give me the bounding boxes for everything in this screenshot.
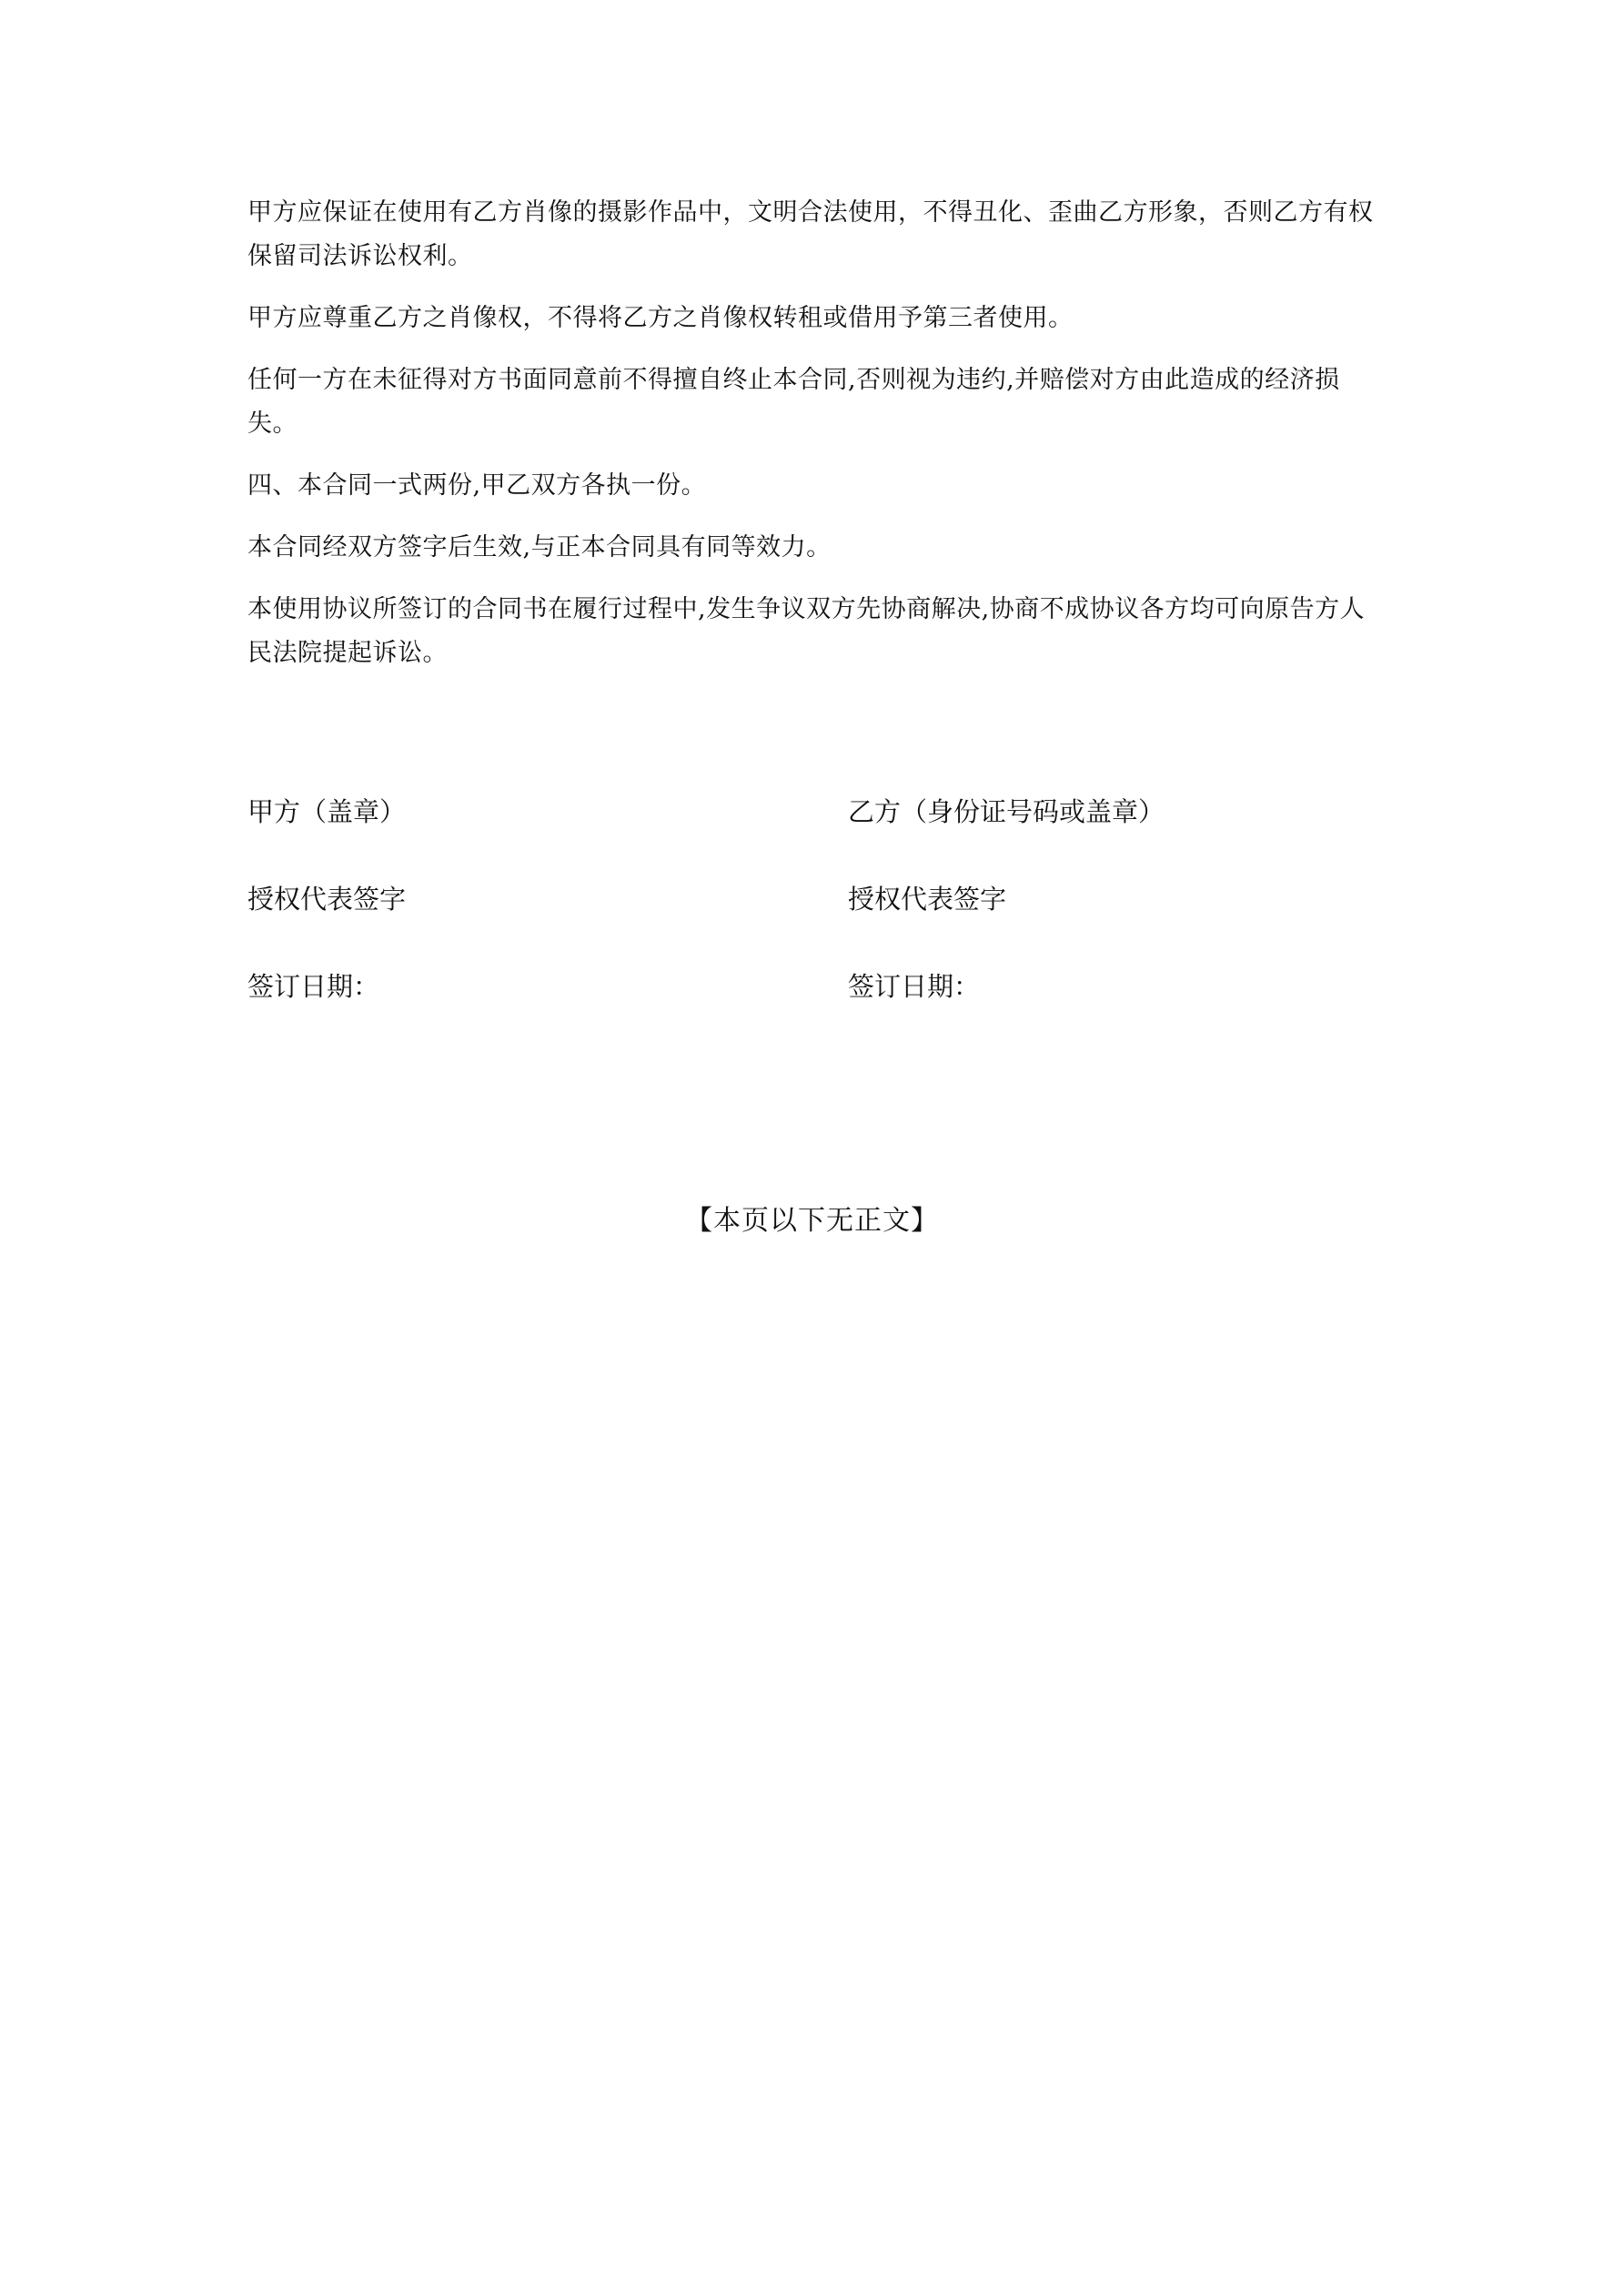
clause-effective: 本合同经双方签字后生效,与正本合同具有同等效力。 — [247, 533, 832, 561]
signature-row-seal — [247, 790, 1380, 877]
signature-block — [247, 790, 1380, 1052]
clause-portrait-usage: 甲方应保证在使用有乙方肖像的摄影作品中，文明合法使用，不得丑化、歪曲乙方形象，否则乙方有权保留司法诉讼权利。 — [247, 198, 1374, 270]
clause-portrait-right: 甲方应尊重乙方之肖像权，不得将乙方之肖像权转租或借用予第三者使用。 — [247, 304, 1074, 332]
party-b-seal: 乙方（身份证号码或盖章） — [848, 796, 1165, 827]
contract-body — [247, 191, 1380, 693]
clause-copies: 四、本合同一式两份,甲乙双方各执一份。 — [247, 471, 707, 500]
signature-row-rep — [247, 877, 1380, 965]
party-b-date: 签订日期： — [848, 971, 981, 1002]
end-of-text-note: 【本页以下无正文】 — [685, 1205, 939, 1237]
signature-row-date — [247, 965, 1380, 1052]
clause-termination: 任何一方在未征得对方书面同意前不得擅自终止本合同,否则视为违约,并赔偿对方由此造成的经济损失。 — [247, 366, 1340, 438]
party-a-rep-sign: 授权代表签字 — [247, 884, 407, 915]
clause-dispute: 本使用协议所签订的合同书在履行过程中,发生争议双方先协商解决,协商不成协议各方均可向原告方人民法院提起诉讼。 — [247, 595, 1366, 667]
party-a-date: 签订日期： — [247, 971, 380, 1002]
party-b-rep-sign: 授权代表签字 — [848, 884, 1007, 915]
party-a-seal: 甲方（盖章） — [247, 796, 407, 827]
